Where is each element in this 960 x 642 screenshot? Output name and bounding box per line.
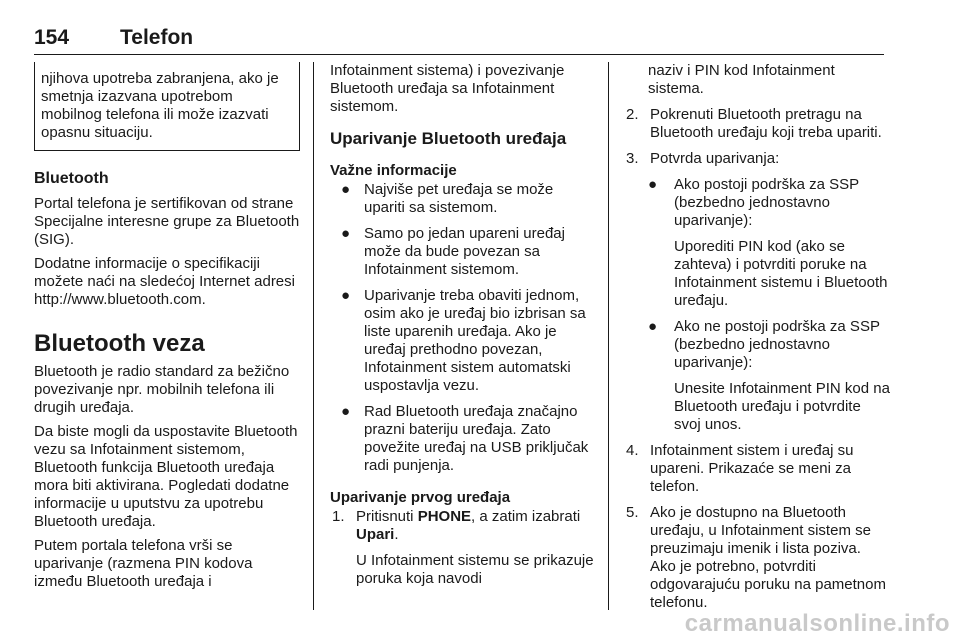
paragraph: U Infotainment sistemu se prikazuje poruka koja navodi <box>356 552 594 587</box>
watermark: carmanualsonline.info <box>684 610 950 637</box>
step-2: 2. Pokrenuti Bluetooth pretragu na Bluetooth uređaju koji treba upariti. <box>626 106 882 141</box>
step-1: 1. Pritisnuti PHONE, a zatim izabrati Upari. <box>332 508 581 543</box>
column-divider <box>313 62 314 610</box>
warning-text: njihova upotreba zabranjena, ako je smetnja izazvana upotrebom mobilnog telefona ili može izazvati opasnu situaciju. <box>41 70 279 141</box>
subheading-first-pairing: Uparivanje prvog uređaja <box>330 489 511 506</box>
paragraph: Dodatne informacije o specifikaciji možete naći na sledećoj Internet adresi http://www.bluetooth.com. <box>34 255 295 308</box>
paragraph: Infotainment sistema) i povezivanje Bluetooth uređaja sa Infotainment sistemom. <box>330 62 565 115</box>
paragraph: Putem portala telefona vrši se uparivanje (razmena PIN kodova između Bluetooth uređaja i <box>34 537 253 590</box>
page-number: 154 <box>34 26 70 49</box>
section-heading-bluetooth: Bluetooth <box>34 170 109 187</box>
paragraph: Portal telefona je sertifikovan od strane Specijalne interesne grupe za Bluetooth (SIG). <box>34 195 300 248</box>
list-item: ● Rad Bluetooth uređaja značajno prazni bateriju uređaja. Zato povežite uređaj na USB priključak radi punjenja. <box>341 403 589 474</box>
list-item: ● Ako postoji podrška za SSP (bezbedno jednostavno uparivanje): <box>648 176 859 229</box>
bullet-icon: ● <box>648 318 658 335</box>
column-3 <box>626 62 890 620</box>
chapter-heading-bluetooth-veza: Bluetooth veza <box>34 330 205 357</box>
paragraph: Bluetooth je radio standard za bežično povezivanje npr. mobilnih telefona ili drugih uređaja. <box>34 363 290 416</box>
step-number: 4. <box>626 442 639 459</box>
step-number: 5. <box>626 504 639 521</box>
step-number: 1. <box>332 508 345 525</box>
list-item: ● Uparivanje treba obaviti jednom, osim ako je uređaj bio izbrisan sa liste uparenih uređaja. Ako je uređaj prethodno povezan, Infotainment sistem automatski uspostavlja vezu. <box>341 287 586 394</box>
paragraph: Unesite Infotainment PIN kod na Bluetooth uređaju i potvrdite svoj unos. <box>674 380 890 433</box>
bullet-icon: ● <box>341 181 351 198</box>
step-5: 5. Ako je dostupno na Bluetooth uređaju, u Infotainment sistem se preuzimaju imenik i lista poziva. Ako je potrebno, potvrditi odgovarajuću poruku na pametnom telefonu. <box>626 504 886 611</box>
bullet-icon: ● <box>341 225 351 242</box>
bullet-icon: ● <box>341 287 351 304</box>
step-number: 3. <box>626 150 639 167</box>
bullet-icon: ● <box>341 403 351 420</box>
subheading-important: Važne informacije <box>330 162 457 179</box>
list-item: ● Samo po jedan upareni uređaj može da bude povezan sa Infotainment sistemom. <box>341 225 565 278</box>
column-2 <box>330 62 596 588</box>
phone-key-label: PHONE <box>417 508 472 525</box>
list-item: ● Ako ne postoji podrška za SSP (bezbedno jednostavno uparivanje): <box>648 318 880 371</box>
upari-label: Upari <box>356 526 395 543</box>
page-title: Telefon <box>120 26 194 49</box>
step-number: 2. <box>626 106 639 123</box>
paragraph: Da biste mogli da uspostavite Bluetooth vezu sa Infotainment sistemom, Bluetooth funkcija Bluetooth uređaja mora biti aktivirana. Pogledati dodatne informacije u uputstvu za upotrebu Bluetooth uređaja. <box>34 423 298 530</box>
page-header <box>34 24 884 55</box>
list-item: ● Najviše pet uređaja se može upariti sa sistemom. <box>341 181 554 216</box>
step-3: 3. Potvrda uparivanja: <box>626 150 780 167</box>
column-divider <box>608 62 609 610</box>
column-1 <box>34 62 300 597</box>
bullet-icon: ● <box>648 176 658 193</box>
paragraph: Uporediti PIN kod (ako se zahteva) i potvrditi poruke na Infotainment sistemu i Bluetooth uređaju. <box>674 238 888 309</box>
warning-box <box>34 62 300 151</box>
section-heading-pairing: Uparivanje Bluetooth uređaja <box>330 129 567 148</box>
paragraph: naziv i PIN kod Infotainment sistema. <box>648 62 835 97</box>
step-4: 4. Infotainment sistem i uređaj su upareni. Prikazaće se meni za telefon. <box>626 442 854 495</box>
